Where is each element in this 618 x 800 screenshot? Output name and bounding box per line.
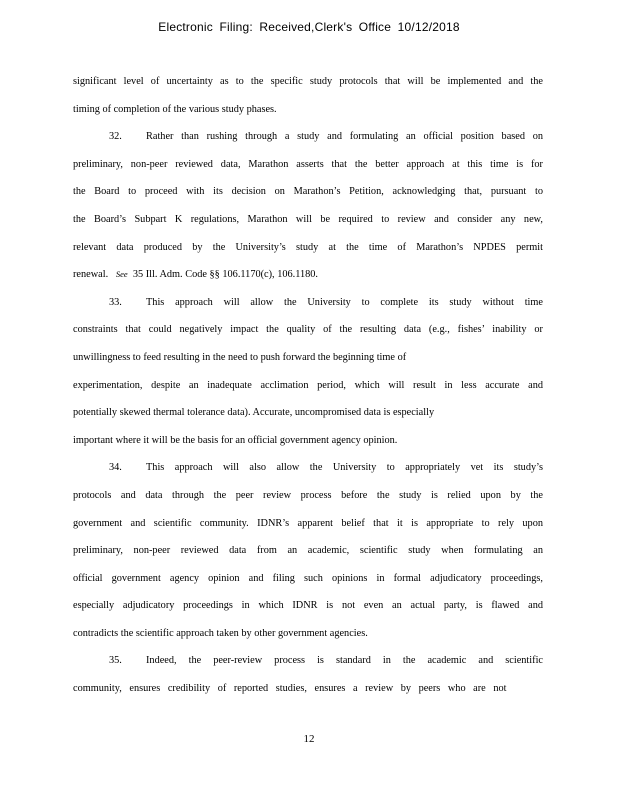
text-line: important where it will be the basis for an official government agency opinion.	[73, 434, 398, 446]
text-line: experimentation, despite an inadequate acclimation period, which will result in less accurate and	[73, 379, 543, 391]
electronic-filing-header: Electronic Filing: Received,Clerk's Office 10/12/2018	[158, 20, 460, 34]
text-segment: renewal.	[73, 269, 109, 281]
text-line: official government agency opinion and filing such opinions in formal adjudicatory proceedings,	[73, 572, 543, 584]
document-body	[73, 68, 543, 703]
text-line: preliminary, non-peer reviewed data from an academic, scientific study when formulating an	[73, 545, 543, 557]
text-line: significant level of uncertainty as to the specific study protocols that will be implemented and the	[73, 76, 543, 87]
paragraph-32-line	[73, 123, 543, 151]
text-line: the Board’s Subpart K regulations, Marathon will be required to review and consider any new,	[73, 213, 543, 225]
text-line: especially adjudicatory proceedings in which IDNR is not even an actual party, is flawed and	[73, 600, 543, 612]
page-number: 12	[303, 733, 315, 745]
paragraph-number: 35.	[109, 655, 122, 667]
text-line: Indeed, the peer-review process is standard in the academic and scientific	[146, 655, 543, 667]
text-line: the Board to proceed with its decision on Marathon’s Petition, acknowledging that, pursuant to	[73, 186, 543, 198]
text-line: government and scientific community. IDNR’s apparent belief that it is appropriate to rely upon	[73, 517, 543, 529]
paragraph-34-line	[73, 454, 543, 482]
text-line: timing of completion of the various study phases.	[73, 103, 277, 115]
paragraph-number: 33.	[109, 296, 122, 308]
text-line: community, ensures credibility of reported studies, ensures a review by peers who are not	[73, 683, 507, 695]
text-line: relevant data produced by the University’s study at the time of Marathon’s NPDES permit	[73, 241, 543, 253]
paragraph-number: 34.	[109, 462, 122, 474]
text-line: preliminary, non-peer reviewed data, Marathon asserts that the better approach at this time is for	[73, 158, 543, 170]
paragraph-33-line	[73, 289, 543, 317]
text-line: This approach will also allow the University to appropriately vet its study’s	[146, 462, 543, 474]
text-line: contradicts the scientific approach taken by other government agencies.	[73, 627, 368, 639]
citation-text: 35 Ill. Adm. Code §§ 106.1170(c), 106.1180.	[132, 269, 318, 281]
text-line: unwillingness to feed resulting in the need to push forward the beginning time of	[73, 351, 407, 363]
text-line: This approach will allow the University to complete its study without time	[146, 296, 543, 308]
text-line: potentially skewed thermal tolerance data). Accurate, uncompromised data is especially	[73, 407, 435, 419]
paragraph-number: 32.	[109, 131, 122, 143]
paragraph-35-line	[73, 647, 543, 675]
citation-line	[73, 261, 543, 289]
text-line: constraints that could negatively impact the quality of the resulting data (e.g., fishes’ inability or	[73, 324, 543, 336]
see-signal: See	[115, 269, 128, 280]
text-line: protocols and data through the peer review process before the study is relied upon by the	[73, 489, 543, 501]
text-line: Rather than rushing through a study and formulating an official position based on	[146, 131, 543, 143]
